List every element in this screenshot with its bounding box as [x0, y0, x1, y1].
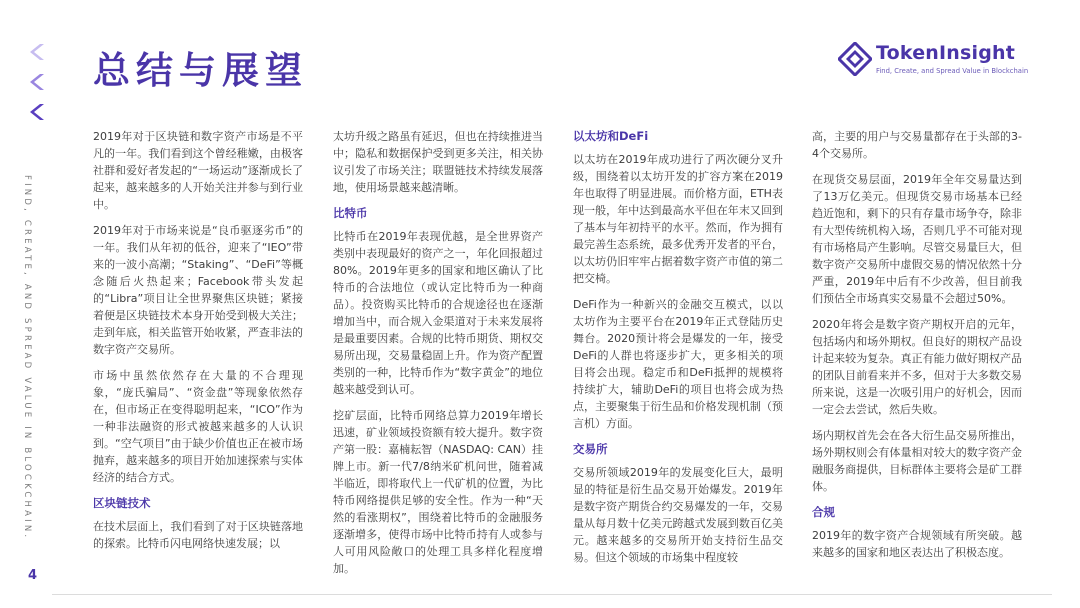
paragraph: 挖矿层面，比特币网络总算力2019年增长迅速，矿业领域投资额有较大提升。数字资产第一股：嘉楠耘智（NASDAQ: CAN）挂牌上市。新一代7/8纳米矿机问世，随着减半临近，即将取代上一代矿机的位置，为比特币网络提供足够的安全性。作为一种“天然的看涨期权”，围绕着比特币的金融服务逐渐增多，使得市场中比特币持有人或参与人可用风险敞口的处理工具多样化程度增加。: [333, 409, 543, 575]
chevron-decor-icon: [26, 72, 46, 92]
paragraph: 太坊升级之路虽有延迟，但也在持续推进当中；隐私和数据保护受到更多关注，相关协议引发了市场关注；联盟链技术持续发展落地，使用场景越来越清晰。: [333, 130, 543, 194]
text-column-2: [333, 128, 543, 586]
text-column-1: [93, 128, 303, 561]
footer-divider: [52, 594, 1052, 595]
paragraph: 2020年将会是数字资产期权开启的元年，包括场内和场外期权。但良好的期权产品设计起来较为复杂。真正有能力做好期权产品的团队目前看来并不多，但对于大多数交易所来说，这是一次吸引用户的好机会，因而一定会去尝试，然后失败。: [812, 318, 1022, 416]
tokeninsight-logo: [838, 40, 1038, 82]
section-heading-exchanges: 交易所: [573, 442, 608, 456]
paragraph: 在现货交易层面，2019年全年交易量达到了13万亿美元。但现货交易市场基本已经趋近饱和，剩下的只有存量市场争夺，除非有大型传统机构入场，否则几乎不可能对现有市场格局产生影响。尽管交易量巨大，但数字资产交易所中虚假交易的情况依然十分严重，2019年中后有不少改善，但目前我们预估全市场真实交易量不会超过50%。: [812, 173, 1022, 305]
paragraph: 在技术层面上，我们看到了对于区块链落地的探索。比特币闪电网络快速发展；以: [93, 520, 303, 550]
page-number: 4: [28, 568, 38, 583]
paragraph: 交易所领域2019年的发展变化巨大，最明显的特征是衍生品交易开始爆发。2019年是数字资产期货合约交易爆发的一年，交易量从每月数十亿美元跨越式发展到数百亿美元。越来越多的交易所开始支持衍生品交易。但这个领域的市场集中程度较: [573, 466, 783, 564]
chevron-decor-icon: [26, 42, 46, 62]
logo-name: TokenInsight: [876, 42, 1016, 64]
chevron-decor-icon: [26, 102, 46, 122]
section-heading-compliance: 合规: [812, 505, 835, 519]
section-heading-blockchain-tech: 区块链技术: [93, 496, 151, 510]
paragraph: 2019年对于区块链和数字资产市场是不平凡的一年。我们看到这个曾经稚嫩，由极客社群和爱好者发起的“一场运动”逐渐成长了起来，越来越多的人开始关注并参与到行业中。: [93, 130, 303, 211]
paragraph: 高，主要的用户与交易量都存在于头部的3-4个交易所。: [812, 130, 1022, 160]
paragraph: 以太坊在2019年成功进行了两次硬分叉升级，围绕着以太坊开发的扩容方案在2019年也取得了明显进展。而价格方面，ETH表现一般，年中达到最高水平但在年末又回到了基本与年初持平的水平。然而，作为拥有最完善生态系统，最多优秀开发者的平台，以太坊仍旧牢牢占据着数字资产市值的第二把交椅。: [573, 153, 783, 285]
vertical-tagline: FIND, CREATE, AND SPREAD VALUE IN BLOCKCHAIN.: [22, 175, 32, 541]
text-column-3: [573, 128, 783, 575]
section-heading-bitcoin: 比特币: [333, 206, 368, 220]
paragraph: 2019年的数字资产合规领域有所突破。越来越多的国家和地区表达出了积极态度。: [812, 529, 1022, 559]
page-title: 总结与展望: [93, 49, 308, 92]
paragraph: 场内期权首先会在各大衍生品交易所推出，场外期权则会有体量相对较大的数字资产金融服务商提供，目标群体主要将会是矿工群体。: [812, 429, 1022, 493]
logo-mark-icon: [838, 42, 872, 76]
paragraph: 比特币在2019年表现优越，是全世界资产类别中表现最好的资产之一，年化回报超过80%。2019年更多的国家和地区确认了比特币的合法地位（或认定比特币为一种商品）。投资购买比特币的合规途径也在逐渐增加当中，而合规入金渠道对于未来发展将是最重要因素。合规的比特币期货、期权交易所出现，交易量稳固上升。作为资产配置类别的一种，比特币作为“数字黄金”的地位越来越受到认可。: [333, 230, 543, 396]
paragraph: DeFi作为一种新兴的金融交互模式，以以太坊作为主要平台在2019年正式登陆历史舞台。2020预计将会是爆发的一年，接受DeFi的人群也将逐步扩大，更多相关的项目将会出现。稳定币和DeFi抵押的规模将持续扩大，辅助DeFi的项目也将会成为热点，主要聚集于衍生品和价格发现机制（预言机）方面。: [573, 298, 783, 430]
logo-tagline: Find, Create, and Spread Value in Blockchain: [876, 67, 1029, 75]
paragraph: 市场中虽然依然存在大量的不合理现象，“庞氏骗局”、“资金盘”等现象依然存在，但市场正在变得聪明起来，“ICO”作为一种非法融资的形式被越来越多的人认识到。“空气项目”由于缺少价值也正在被市场抛弃，越来越多的项目开始加速探索与实体经济的结合方式。: [93, 369, 303, 484]
paragraph: 2019年对于市场来说是“良币驱逐劣币”的一年。我们从年初的低谷，迎来了“IEO”带来的一波小高潮；“Staking”、“DeFi”等概念随后火热起来；Facebook带头发起的“Libra”项目让全世界聚焦区块链；紧接着便是区块链技术本身开始受到极大关注；走到年底，相关监管开始收紧，严查非法的数字资产交易所。: [93, 224, 303, 356]
text-column-4: [812, 128, 1022, 570]
section-heading-ethereum-defi: 以太坊和DeFi: [573, 129, 649, 143]
